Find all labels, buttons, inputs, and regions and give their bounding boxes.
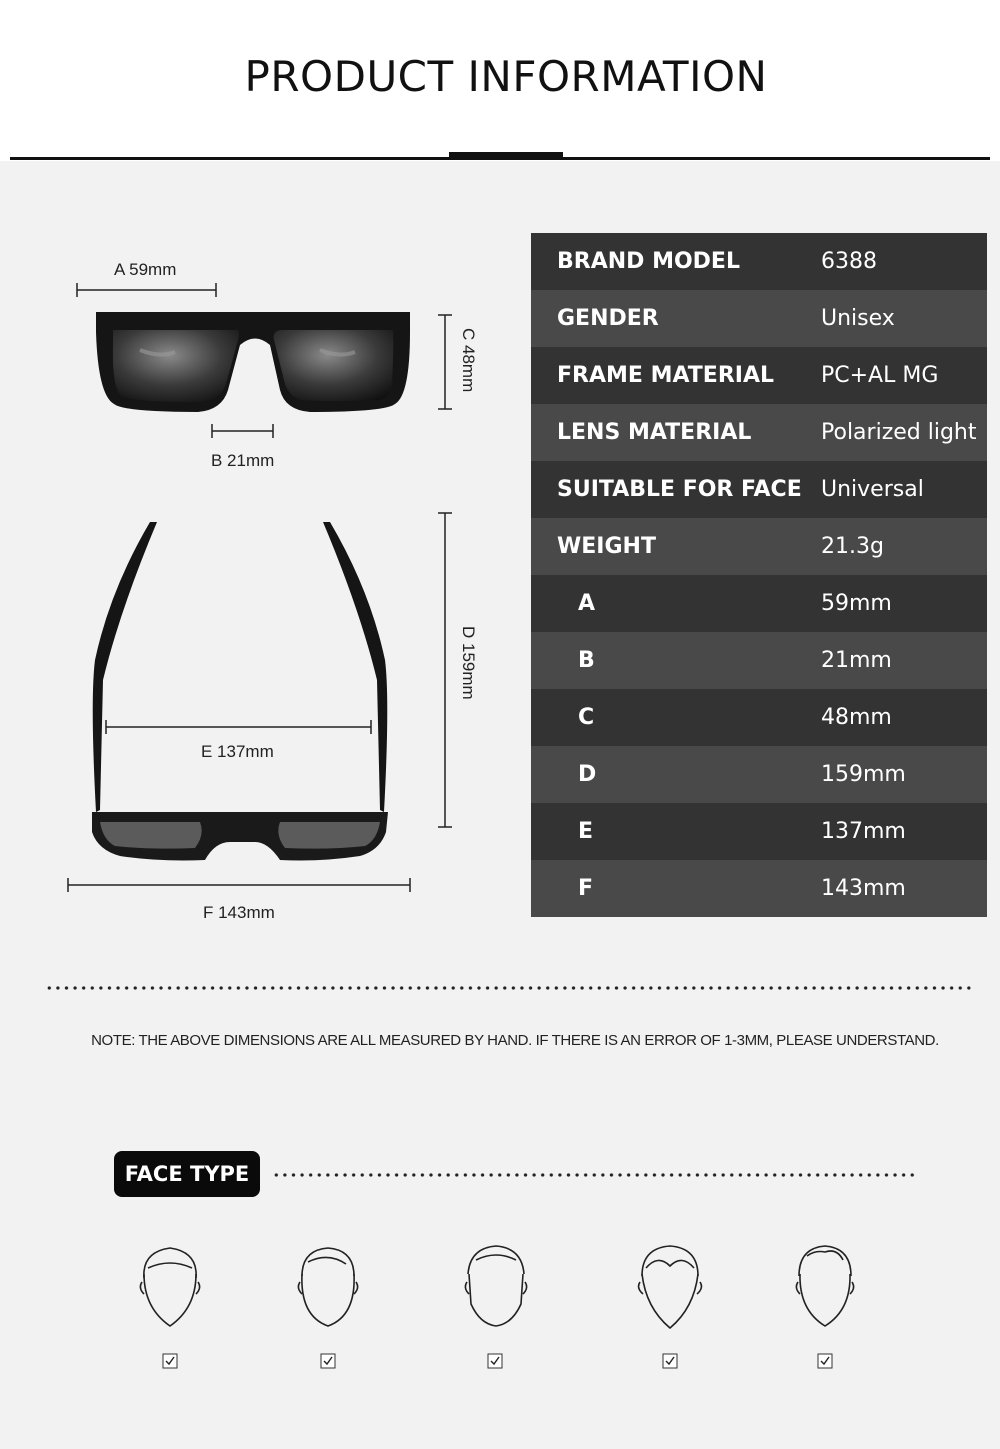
checkbox-checked-icon xyxy=(320,1353,336,1369)
spec-label: A xyxy=(578,591,596,616)
spec-label: WEIGHT xyxy=(557,534,656,559)
dimension-b-label: B 21mm xyxy=(211,451,275,470)
spec-table xyxy=(531,233,987,917)
spec-value: 137mm xyxy=(821,819,906,844)
round-face-icon xyxy=(288,1238,368,1333)
spec-row-weight xyxy=(531,518,987,575)
spec-row-lens-material xyxy=(531,404,987,461)
spec-row-f xyxy=(531,860,987,917)
spec-value: 21.3g xyxy=(821,534,884,559)
spec-value: 59mm xyxy=(821,591,892,616)
spec-value: Polarized light xyxy=(821,420,977,445)
long-face-icon xyxy=(785,1238,865,1333)
spec-label: E xyxy=(578,819,594,844)
dimension-c-line xyxy=(438,315,452,409)
dimension-b-line xyxy=(212,424,273,438)
spec-value: Unisex xyxy=(821,306,895,331)
heart-face-icon xyxy=(630,1238,710,1333)
sunglasses-front xyxy=(96,312,410,412)
spec-row-e xyxy=(531,803,987,860)
spec-row-d xyxy=(531,746,987,803)
oval-face-icon xyxy=(130,1238,210,1333)
checkbox-checked-icon xyxy=(162,1353,178,1369)
dimension-f-line xyxy=(68,878,410,892)
checkbox-checked-icon xyxy=(487,1353,503,1369)
checkbox-checked-icon xyxy=(817,1353,833,1369)
square-face-icon xyxy=(456,1238,536,1333)
left-lens xyxy=(113,330,239,402)
right-lens xyxy=(274,330,394,401)
sunglasses-top-view xyxy=(92,522,388,861)
dimension-e-line xyxy=(106,720,371,734)
spec-value: Universal xyxy=(821,477,924,502)
spec-value: 159mm xyxy=(821,762,906,787)
dotted-separator xyxy=(45,986,975,990)
spec-label: C xyxy=(578,705,595,730)
spec-row-b xyxy=(531,632,987,689)
measurement-note: NOTE: THE ABOVE DIMENSIONS ARE ALL MEASURED BY HAND. IF THERE IS AN ERROR OF 1-3MM, PLEASE UNDERSTAND. xyxy=(91,1032,939,1049)
spec-value: PC+AL MG xyxy=(821,363,939,388)
spec-row-c xyxy=(531,689,987,746)
spec-label: LENS MATERIAL xyxy=(557,420,752,445)
dimension-a-label: A 59mm xyxy=(114,260,177,279)
dimension-c-label: C 48mm xyxy=(459,328,478,393)
spec-value: 21mm xyxy=(821,648,892,673)
spec-value: 143mm xyxy=(821,876,906,901)
dimension-d-line xyxy=(438,513,452,827)
dimension-f-label: F 143mm xyxy=(203,903,275,922)
face-type-dotted-line xyxy=(272,1173,918,1177)
spec-value: 48mm xyxy=(821,705,892,730)
page-title: PRODUCT INFORMATION xyxy=(244,52,768,101)
face-type-badge: FACE TYPE xyxy=(114,1151,260,1197)
spec-row-suitable-for-face xyxy=(531,461,987,518)
spec-label: B xyxy=(578,648,595,673)
spec-label: GENDER xyxy=(557,306,659,331)
dimension-e-label: E 137mm xyxy=(201,742,274,761)
spec-row-brand-model xyxy=(531,233,987,290)
spec-label: F xyxy=(578,876,594,901)
dimension-a-line xyxy=(77,283,216,297)
spec-label: D xyxy=(578,762,597,787)
spec-label: BRAND MODEL xyxy=(557,249,740,274)
checkbox-checked-icon xyxy=(662,1353,678,1369)
spec-label: FRAME MATERIAL xyxy=(557,363,774,388)
spec-label: SUITABLE FOR FACE xyxy=(557,477,802,502)
spec-value: 6388 xyxy=(821,249,877,274)
spec-row-a xyxy=(531,575,987,632)
spec-row-gender xyxy=(531,290,987,347)
dimension-d-label: D 159mm xyxy=(459,626,478,700)
spec-row-frame-material xyxy=(531,347,987,404)
